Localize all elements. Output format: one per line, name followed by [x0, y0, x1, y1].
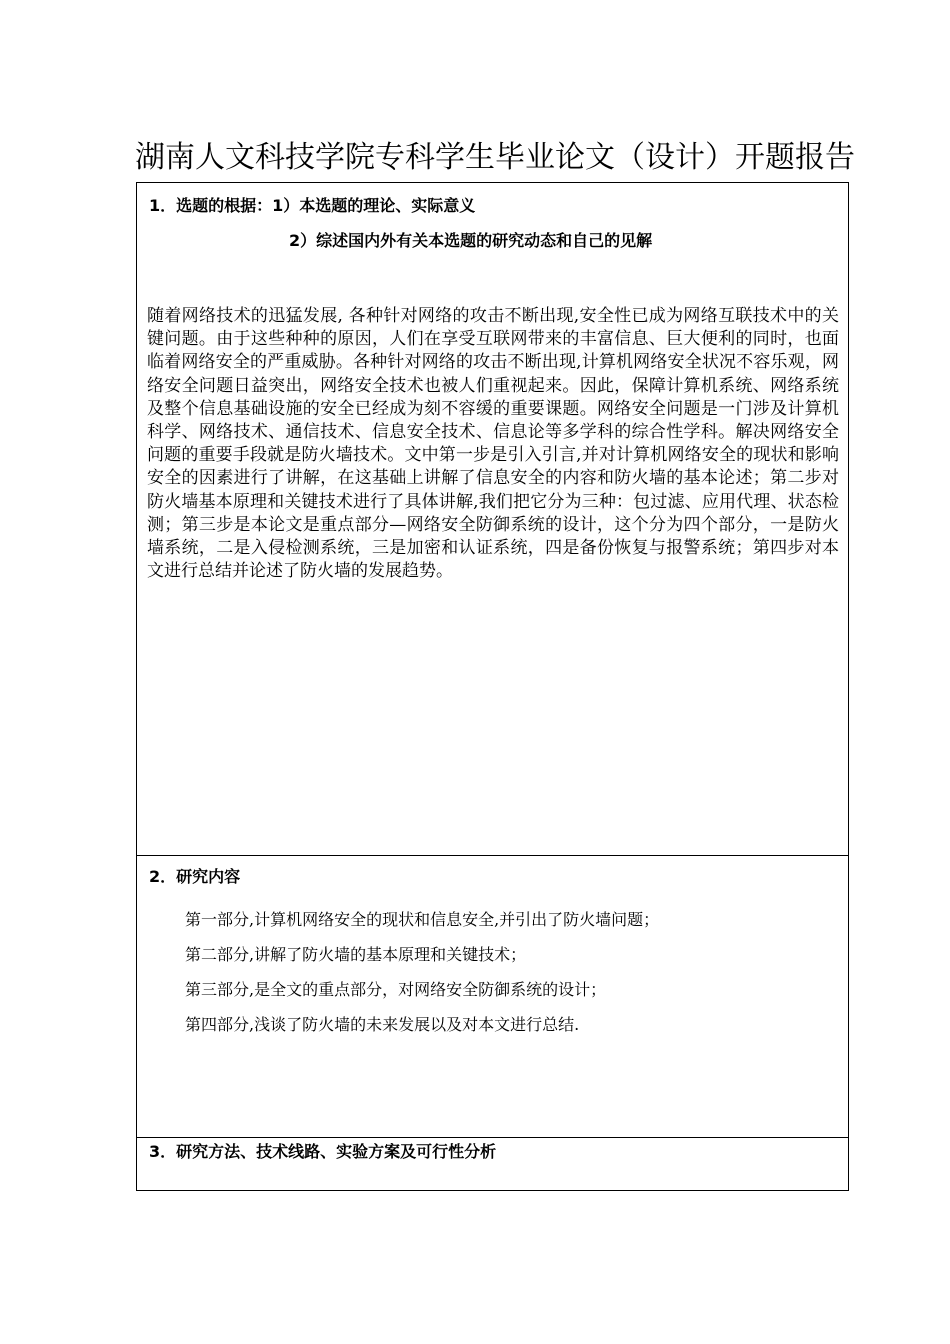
research-content-list — [185, 910, 825, 1050]
section-research-methods — [137, 1138, 848, 1191]
section-research-content — [137, 856, 848, 1138]
list-item: 第三部分,是全文的重点部分，对网络安全防御系统的设计； — [185, 980, 607, 999]
list-item: 第四部分,浅谈了防火墙的未来发展以及对本文进行总结. — [185, 1015, 580, 1034]
section-research-content-heading: 2．研究内容 — [149, 867, 241, 886]
list-item: 第二部分,讲解了防火墙的基本原理和关键技术； — [185, 945, 527, 964]
topic-basis-paragraph: 随着网络技术的迅猛发展, 各种针对网络的攻击不断出现,安全性已成为网络互联技术中的关键问题。由于这些种种的原因，人们在享受互联网带来的丰富信息、巨大便利的同时，也面临着网络安全的严重威胁。各种针对网络的攻击不断出现,计算机网络安全状况不容乐观，网络安全问题日益突出，网络安全技术也被人们重视起来。因此，保障计算机系统、网络系统及整个信息基础设施的安全已经成为刻不容缓的重要课题。网络安全问题是一门涉及计算机科学、网络技术、通信技术、信息安全技术、信息论等多学科的综合性学科。解决网络安全问题的重要手段就是防火墙技术。文中第一步是引入引言,并对计算机网络安全的现状和影响安全的因素进行了讲解，在这基础上讲解了信息安全的内容和防火墙的基本论述；第二步对防火墙基本原理和关键技术进行了具体讲解,我们把它分为三种：包过滤、应用代理、状态检测；第三步是本论文是重点部分—网络安全防御系统的设计，这个分为四个部分，一是防火墙系统，二是入侵检测系统，三是加密和认证系统，四是备份恢复与报警系统；第四步对本文进行总结并论述了防火墙的发展趋势。 — [147, 306, 839, 582]
proposal-form-table — [136, 182, 849, 1191]
section-topic-basis-heading: 1．选题的根据：1）本选题的理论、实际意义 — [149, 196, 476, 215]
page-title: 湖南人文科技学院专科学生毕业论文（设计）开题报告 — [135, 140, 855, 175]
section-research-methods-heading: 3．研究方法、技术线路、实验方案及可行性分析 — [149, 1142, 497, 1161]
section-topic-basis — [137, 183, 848, 856]
list-item: 第一部分,计算机网络安全的现状和信息安全,并引出了防火墙问题； — [185, 910, 660, 929]
section-topic-basis-subheading: 2）综述国内外有关本选题的研究动态和自己的见解 — [289, 231, 653, 250]
